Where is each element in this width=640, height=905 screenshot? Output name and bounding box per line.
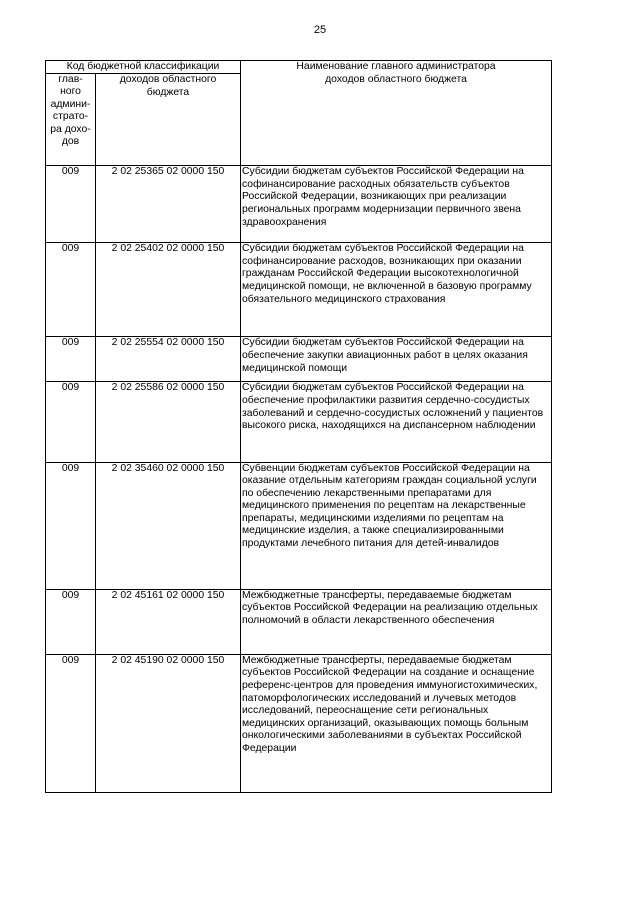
budget-classification-table bbox=[45, 60, 552, 793]
page-number: 25 bbox=[313, 24, 327, 36]
income-code-cell: 2 02 25554 02 0000 150 bbox=[96, 337, 241, 382]
income-code-cell: 2 02 45161 02 0000 150 bbox=[96, 589, 241, 654]
table-row bbox=[46, 589, 552, 654]
income-name-cell: Субсидии бюджетам субъектов Российской Федерации на обеспечение закупки авиационных работ в целях оказания медицинской помощи bbox=[241, 337, 552, 382]
table-row bbox=[46, 382, 552, 462]
admin-code-cell: 009 bbox=[46, 589, 96, 654]
table-row bbox=[46, 654, 552, 792]
admin-code-cell: 009 bbox=[46, 654, 96, 792]
admin-name-column-header bbox=[241, 61, 552, 166]
income-code-column-header bbox=[96, 74, 241, 166]
table-row bbox=[46, 243, 552, 337]
income-code-cell: 2 02 25402 02 0000 150 bbox=[96, 243, 241, 337]
table-row bbox=[46, 166, 552, 243]
chief-admin-header-text: глав- ного админи- страто- ра дохо- дов bbox=[50, 74, 91, 148]
admin-code-cell: 009 bbox=[46, 243, 96, 337]
income-code-cell: 2 02 45190 02 0000 150 bbox=[96, 654, 241, 792]
income-code-header-text: доходов областного бюджета bbox=[119, 74, 217, 98]
income-code-cell: 2 02 35460 02 0000 150 bbox=[96, 462, 241, 589]
table-row bbox=[46, 462, 552, 589]
table-row bbox=[46, 337, 552, 382]
chief-admin-column-header bbox=[46, 74, 96, 166]
admin-code-cell: 009 bbox=[46, 382, 96, 462]
income-code-cell: 2 02 25365 02 0000 150 bbox=[96, 166, 241, 243]
income-name-cell: Межбюджетные трансферты, передаваемые бюджетам субъектов Российской Федерации на реализацию отдельных полномочий в области лекарственного обеспечения bbox=[241, 589, 552, 654]
admin-code-cell: 009 bbox=[46, 337, 96, 382]
budget-code-group-header: Код бюджетной классификации bbox=[46, 61, 241, 74]
income-name-cell: Субсидии бюджетам субъектов Российской Федерации на софинансирование расходных обязательств субъектов Российской Федерации, возникающих при реализации региональных программ модернизации первичного звена здравоохранения bbox=[241, 166, 552, 243]
income-name-cell: Субвенции бюджетам субъектов Российской Федерации на оказание отдельным категориям граждан социальной услуги по обеспечению лекарственными препаратами для медицинского применения по рецептам на лекарственные препараты, медицинскими изделиями по рецептам на медицинские изделия, а также специализированными продуктами лечебного питания для детей-инвалидов bbox=[241, 462, 552, 589]
admin-code-cell: 009 bbox=[46, 166, 96, 243]
table-header-row bbox=[46, 61, 552, 74]
income-name-cell: Субсидии бюджетам субъектов Российской Федерации на софинансирование расходов, возникающих при оказании гражданам Российской Федерации высокотехнологичной медицинской помощи, не включенной в базовую программу обязательного медицинского страхования bbox=[241, 243, 552, 337]
income-name-cell: Межбюджетные трансферты, передаваемые бюджетам субъектов Российской Федерации на создание и оснащение референс-центров для проведения иммуногистохимических, патоморфологических исследований и лучевых методов исследований, переоснащение сети региональных медицинских организаций, оказывающих помощь больным онкологическими заболеваниями в субъектах Российской Федерации bbox=[241, 654, 552, 792]
income-name-cell: Субсидии бюджетам субъектов Российской Федерации на обеспечение профилактики развития сердечно-сосудистых заболеваний и сердечно-сосудистых осложнений у пациентов высокого риска, находящихся на диспансерном наблюдении bbox=[241, 382, 552, 462]
income-code-cell: 2 02 25586 02 0000 150 bbox=[96, 382, 241, 462]
admin-name-header-text: Наименование главного администратора доходов областного бюджета bbox=[296, 61, 496, 85]
admin-code-cell: 009 bbox=[46, 462, 96, 589]
